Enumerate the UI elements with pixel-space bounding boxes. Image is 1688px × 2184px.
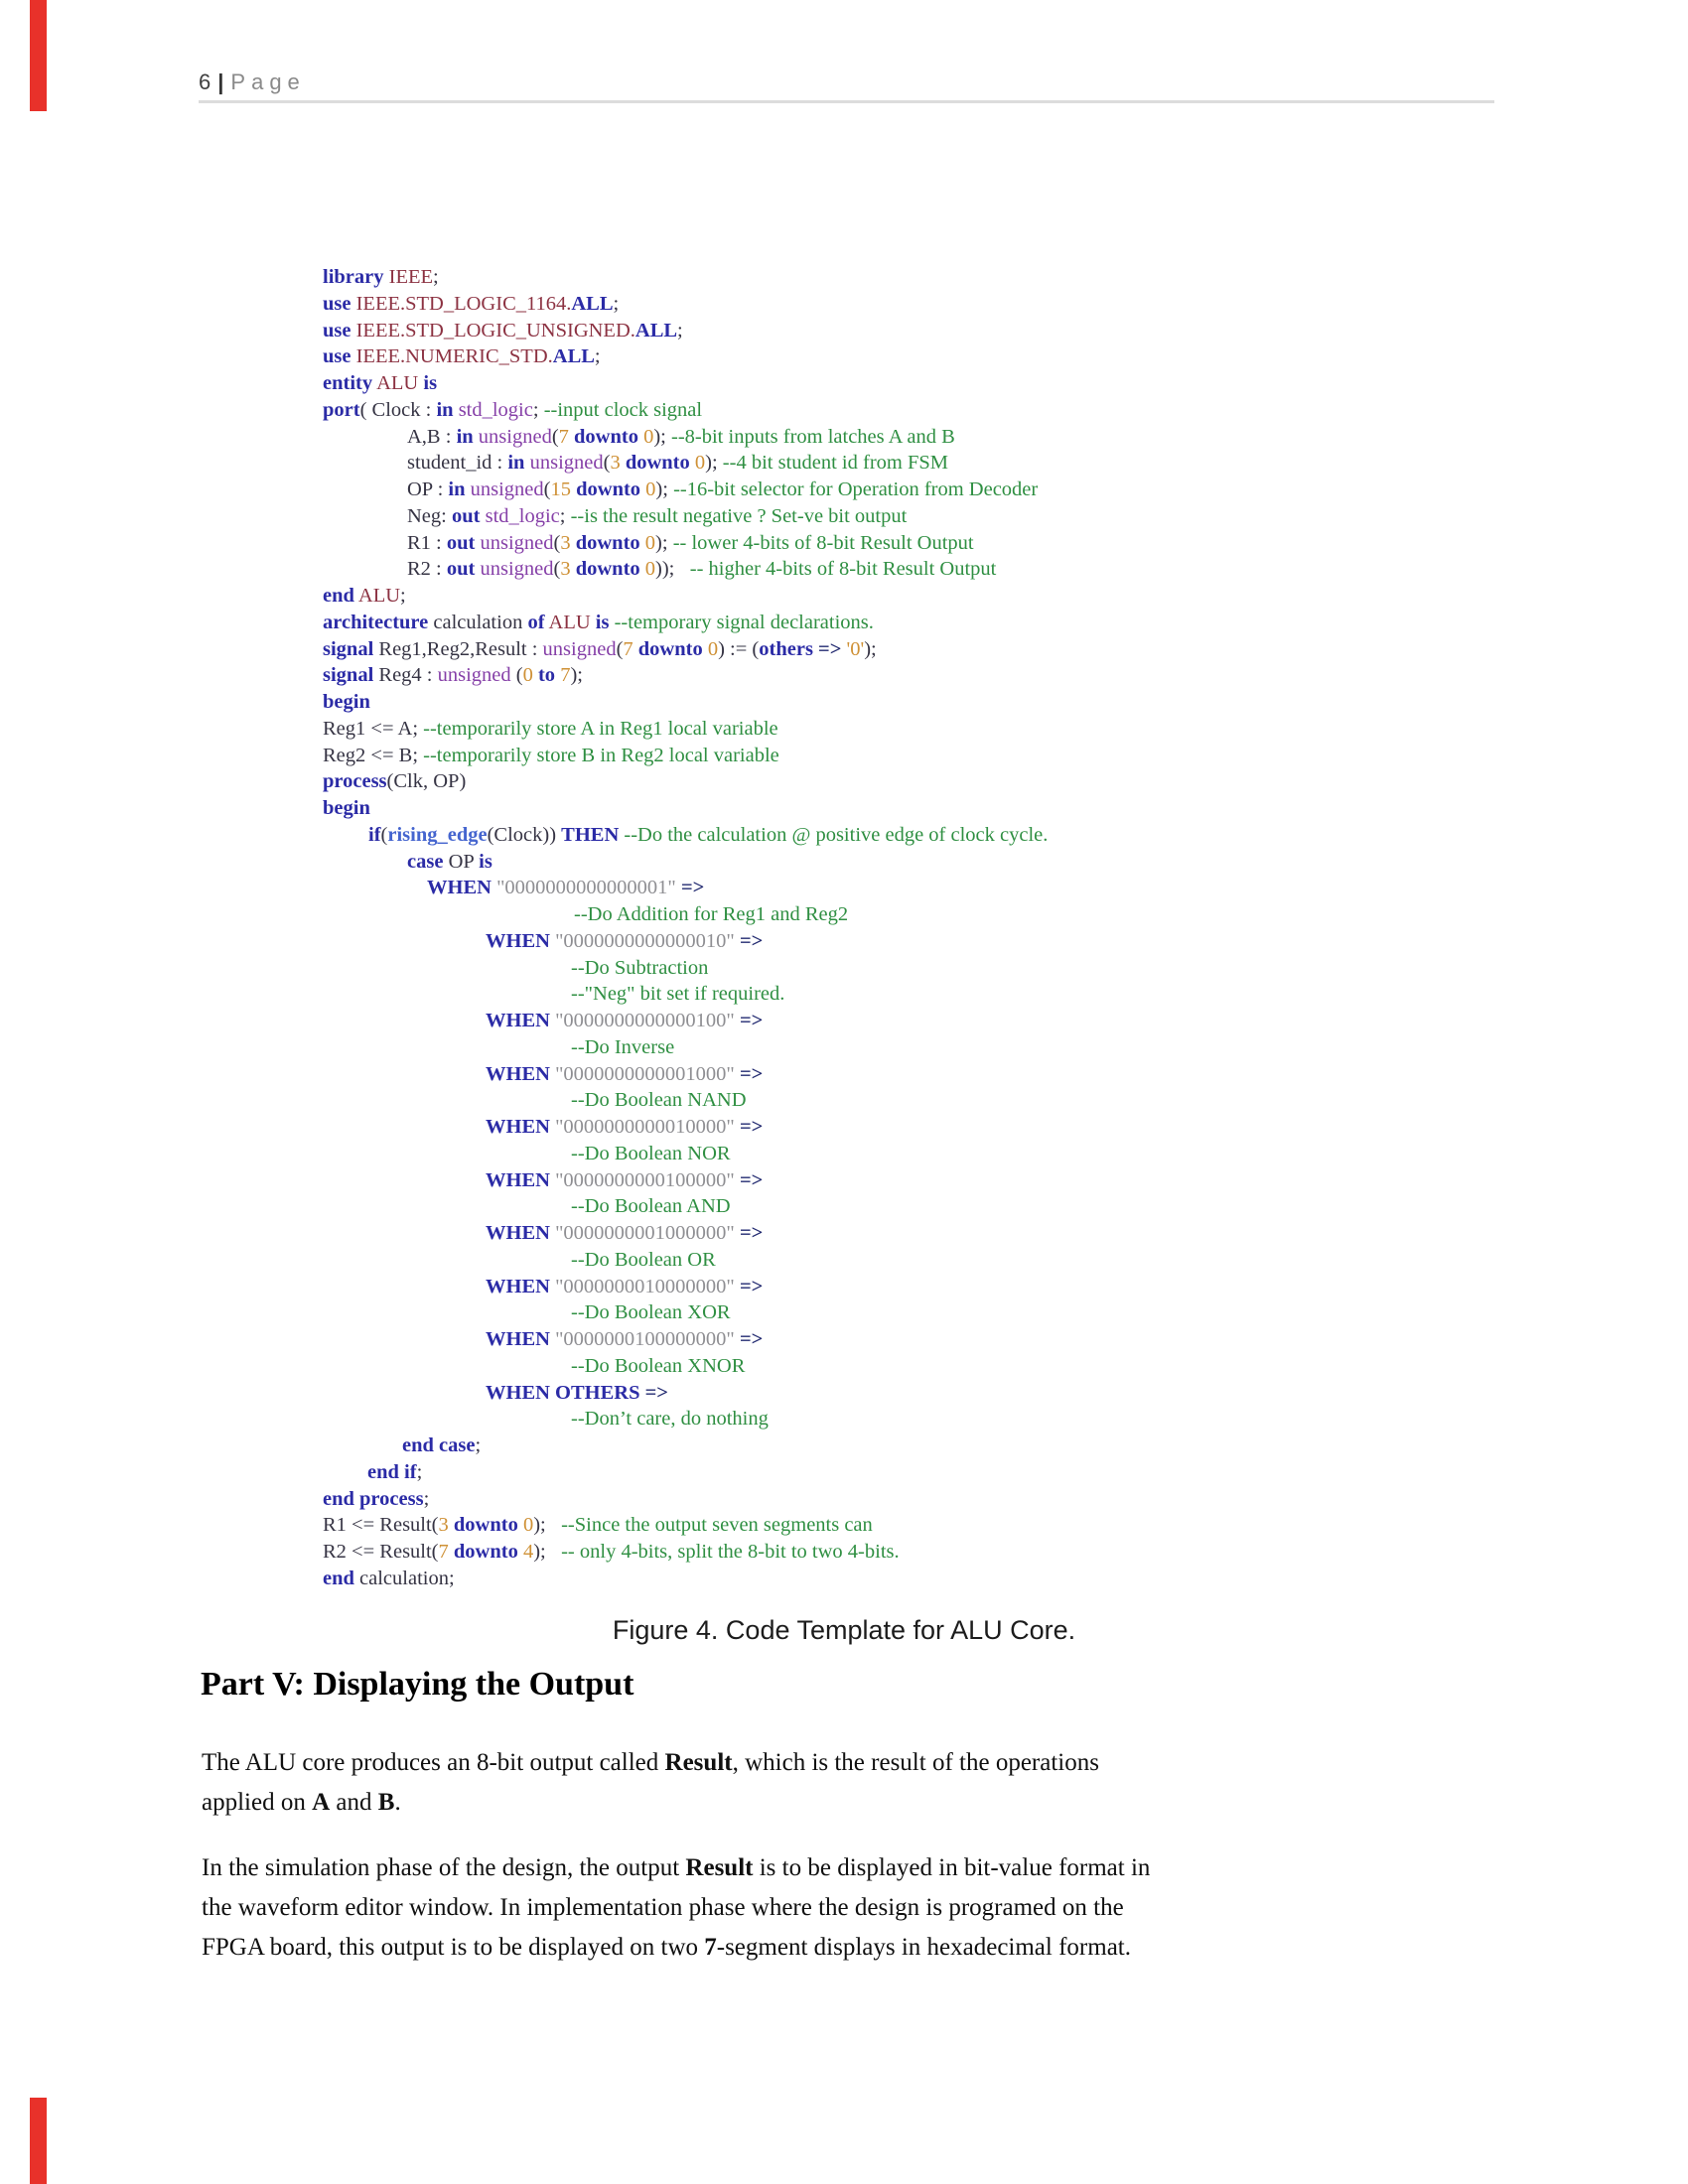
code-token: is (423, 372, 438, 394)
code-token: -- lower 4-bits of 8-bit Result Output (672, 531, 974, 554)
code-token: IEEE.STD_LOGIC_1164. (355, 292, 572, 315)
code-token: (Clock)) (487, 823, 562, 846)
code-token: --is the result negative ? Set-ve bit output (570, 504, 908, 527)
code-token: entity (323, 372, 373, 394)
code-token: ( (380, 823, 388, 846)
code-token: "0000000000000100" (555, 1010, 735, 1031)
code-token: unsigned (437, 664, 511, 687)
code-token: IEEE (388, 266, 434, 288)
code-token: => (818, 637, 842, 660)
code-token: ( (510, 664, 523, 687)
code-line (323, 1406, 1574, 1433)
code-token: ); (570, 664, 583, 687)
code-token: ) := ( (718, 637, 760, 660)
code-token: unsigned (480, 531, 554, 554)
text-run: In the simulation phase of the design, the output (202, 1854, 686, 1881)
code-token: R2 <= Result( (323, 1541, 439, 1563)
code-token: => (739, 1275, 764, 1297)
code-token: => (739, 1222, 764, 1244)
header-label: Page (230, 69, 306, 94)
code-line (323, 1274, 1574, 1300)
code-token: --Do Boolean XNOR (571, 1354, 746, 1377)
code-line (323, 343, 1574, 370)
code-token: "0000000000100000" (555, 1168, 735, 1191)
code-line (323, 370, 1574, 397)
code-token: begin (323, 797, 370, 819)
code-token: "0000000000010000" (555, 1116, 735, 1138)
code-token: is (479, 850, 492, 873)
code-line (323, 610, 1574, 636)
code-token: --Do Boolean NOR (571, 1142, 731, 1164)
code-token: --Do Boolean AND (571, 1195, 731, 1218)
code-token: --Don’t care, do nothing (571, 1408, 769, 1431)
text-run: and (330, 1789, 378, 1816)
page-number: 6 (199, 69, 211, 94)
code-token: 0 (707, 637, 719, 660)
code-token: 0 (644, 558, 656, 581)
paragraph (202, 1743, 1592, 1823)
text-run: A (312, 1789, 331, 1816)
code-token: ; (400, 585, 406, 607)
body-line (202, 1848, 1592, 1888)
code-token: --input clock signal (543, 398, 703, 421)
code-line (323, 397, 1574, 424)
code-token: use (323, 292, 352, 315)
code-token: WHEN (486, 1116, 550, 1138)
code-line (323, 1061, 1574, 1088)
code-token: downto (576, 478, 641, 500)
code-token: => (739, 1328, 764, 1350)
text-run: . (394, 1789, 401, 1816)
code-token: end case (402, 1434, 476, 1456)
text-run: 7 (704, 1934, 717, 1961)
code-token: --Do Boolean OR (571, 1248, 716, 1271)
code-token: => (644, 1381, 668, 1404)
code-token: downto (625, 452, 690, 475)
text-run: , which is the result of the operations (732, 1749, 1099, 1776)
code-token: std_logic (458, 398, 533, 421)
code-token: WHEN (486, 1062, 550, 1085)
code-token: calculation (428, 611, 528, 633)
code-token: 0 (522, 1514, 534, 1537)
code-token: downto (637, 637, 703, 660)
code-line (323, 1486, 1574, 1513)
code-line (323, 1193, 1574, 1220)
code-token: begin (323, 691, 370, 713)
code-token: ; (416, 1460, 423, 1483)
code-token: R1 <= Result( (323, 1514, 439, 1537)
code-token: downto (575, 558, 640, 581)
code-line (323, 477, 1574, 503)
code-token: 7 (623, 637, 633, 660)
body-line (202, 1743, 1592, 1783)
code-token: IEEE.NUMERIC_STD. (355, 345, 553, 368)
code-token: ); (653, 425, 671, 448)
code-token: 15 (550, 478, 571, 500)
code-token: ALL (552, 345, 595, 368)
code-token: in (507, 452, 525, 475)
code-token: ; (677, 319, 683, 341)
code-token: ALL (634, 319, 678, 341)
header-divider: | (217, 69, 224, 94)
text-run: Result (664, 1749, 733, 1776)
code-token: downto (453, 1541, 518, 1563)
code-line (323, 1459, 1574, 1486)
code-token: ; (532, 398, 544, 421)
code-token: is (595, 611, 610, 633)
code-token: end (323, 585, 354, 607)
code-token: "0000000010000000" (555, 1275, 735, 1297)
code-token: => (739, 1062, 764, 1085)
code-token: downto (453, 1514, 518, 1537)
code-line (323, 1433, 1574, 1459)
code-token: to (537, 664, 556, 687)
code-line (323, 1087, 1574, 1114)
code-token: 7 (558, 425, 569, 448)
code-token: ( (543, 478, 551, 500)
code-token: --Do Inverse (571, 1035, 675, 1058)
code-line (323, 689, 1574, 716)
code-token: unsigned (529, 452, 604, 475)
code-token: 7 (560, 664, 571, 687)
code-token: calculation; (353, 1567, 455, 1589)
code-token: (Clk, OP) (386, 770, 467, 793)
code-token: ); (533, 1514, 562, 1537)
code-token: "0000000100000000" (555, 1328, 735, 1350)
code-token: R2 : (407, 558, 447, 581)
code-token: ( Clock : (359, 398, 437, 421)
code-line (323, 928, 1574, 955)
code-token: => (739, 1010, 764, 1031)
code-line (323, 901, 1574, 928)
code-token: unsigned (480, 558, 554, 581)
code-token: student_id : (407, 452, 508, 475)
code-token: 7 (438, 1541, 449, 1563)
code-token: WHEN (486, 1222, 550, 1244)
code-token: WHEN (427, 877, 492, 899)
code-line (323, 662, 1574, 689)
code-token: unsigned (478, 425, 552, 448)
code-token: in (436, 398, 454, 421)
code-token: 0 (645, 478, 656, 500)
code-line (323, 556, 1574, 583)
code-token: Reg2 <= B; (323, 744, 424, 766)
code-token: R1 : (407, 531, 447, 554)
text-run: -segment displays in hexadecimal format. (716, 1934, 1131, 1961)
code-token: ; (475, 1434, 482, 1456)
code-line (323, 530, 1574, 557)
red-edge-mark-bottom (30, 2098, 47, 2184)
code-token: ; (594, 345, 601, 368)
code-token: out (446, 558, 476, 581)
code-token: use (323, 319, 352, 341)
code-line (323, 1008, 1574, 1034)
text-run: the waveform editor window. In implementation phase where the design is programed on the (202, 1894, 1124, 1921)
code-token: '0' (846, 637, 865, 660)
code-token: ; (423, 1487, 430, 1510)
text-run: is to be displayed in bit-value format in (753, 1854, 1151, 1881)
code-token: --16-bit selector for Operation from Decoder (673, 478, 1039, 500)
code-token: 0 (643, 425, 654, 448)
code-line (323, 318, 1574, 344)
code-token: --Since the output seven segments can (561, 1514, 873, 1537)
code-line (323, 1539, 1574, 1566)
code-token: WHEN (486, 1328, 550, 1350)
code-token: use (323, 345, 352, 368)
code-token: 0 (644, 531, 656, 554)
code-token: std_logic (485, 504, 560, 527)
code-token: --Do Boolean NAND (571, 1089, 747, 1112)
code-token: OP : (407, 478, 449, 500)
code-token: signal (323, 637, 374, 660)
code-token: library (323, 266, 384, 288)
code-token: ); (533, 1541, 562, 1563)
code-token: end (323, 1567, 354, 1589)
code-token: 3 (560, 531, 571, 554)
code-token: Reg1,Reg2,Result : (373, 637, 543, 660)
code-token: A,B : (407, 425, 457, 448)
code-line (323, 1247, 1574, 1274)
code-token: ( (551, 425, 559, 448)
code-line (323, 450, 1574, 477)
code-token: --Do Addition for Reg1 and Reg2 (574, 903, 849, 925)
code-token: out (451, 504, 481, 527)
code-token: OP (443, 850, 480, 873)
code-line (323, 743, 1574, 769)
code-token: -- only 4-bits, split the 8-bit to two 4-bits. (561, 1541, 900, 1563)
figure-caption: Figure 4. Code Template for ALU Core. (612, 1615, 1076, 1645)
code-token: WHEN (486, 929, 550, 952)
code-token: --Do Boolean XOR (571, 1301, 731, 1324)
code-line (323, 1220, 1574, 1247)
code-token: --temporarily store A in Reg1 local variable (423, 717, 778, 740)
code-token: ; (433, 266, 439, 288)
code-token: "0000000000000010" (555, 929, 735, 952)
code-token: "0000000000000001" (496, 877, 676, 899)
code-token: Reg4 : (373, 664, 438, 687)
code-token: WHEN (486, 1168, 550, 1191)
code-token: => (739, 1116, 764, 1138)
code-token: 3 (438, 1514, 449, 1537)
code-token: --4 bit student id from FSM (722, 452, 949, 475)
code-token: ); (655, 531, 673, 554)
code-token: => (739, 929, 764, 952)
code-token: if (368, 823, 381, 846)
code-token: out (446, 531, 476, 554)
code-line (323, 503, 1574, 530)
code-token: WHEN (486, 1275, 550, 1297)
code-token: "0000000000001000" (555, 1062, 735, 1085)
code-line (323, 583, 1574, 610)
code-token: ALU (548, 611, 591, 633)
code-token: WHEN (486, 1010, 550, 1031)
code-token: Reg1 <= A; (323, 717, 424, 740)
code-line (323, 981, 1574, 1008)
code-line (323, 1114, 1574, 1141)
code-line (323, 875, 1574, 901)
code-token: ( (553, 558, 561, 581)
code-token: port (323, 398, 360, 421)
body-line (202, 1888, 1592, 1928)
code-line (323, 768, 1574, 795)
text-run: FPGA board, this output is to be displayed on two (202, 1934, 705, 1961)
code-token: 4 (522, 1541, 534, 1563)
code-token: 3 (610, 452, 621, 475)
code-line (323, 1512, 1574, 1539)
code-token: in (448, 478, 466, 500)
body-text (202, 1743, 1592, 1968)
code-line (323, 636, 1574, 663)
code-token: Neg: (407, 504, 452, 527)
code-line (323, 1299, 1574, 1326)
code-token: --temporarily store B in Reg2 local variable (423, 744, 779, 766)
vhdl-code-block (323, 264, 1574, 1592)
text-run: The ALU core produces an 8-bit output called (202, 1749, 665, 1776)
code-token: unsigned (470, 478, 544, 500)
code-token: => (680, 877, 705, 899)
code-token: WHEN OTHERS (486, 1381, 640, 1404)
code-line (323, 1566, 1574, 1592)
code-token: downto (575, 531, 640, 554)
code-token: case (407, 850, 444, 873)
code-token: architecture (323, 611, 429, 633)
body-line (202, 1783, 1592, 1823)
header-rule (199, 100, 1494, 103)
code-token: ( (603, 452, 611, 475)
code-token: 0 (694, 452, 706, 475)
code-line (323, 1141, 1574, 1167)
code-token: signal (323, 664, 374, 687)
code-token: rising_edge (387, 823, 488, 846)
code-token: ( (553, 531, 561, 554)
code-token: in (456, 425, 474, 448)
code-token: of (527, 611, 545, 633)
code-token: --Do the calculation @ positive edge of clock cycle. (624, 823, 1049, 846)
code-token: --temporary signal declarations. (614, 611, 874, 633)
code-token: others (759, 637, 813, 660)
code-token: --Do Subtraction (571, 956, 709, 979)
code-line (323, 795, 1574, 822)
code-token: ALL (571, 292, 614, 315)
code-token: "0000000001000000" (555, 1222, 735, 1244)
page-header (199, 69, 306, 95)
text-run: B (377, 1789, 395, 1816)
code-token: ALU (376, 372, 419, 394)
paragraph (202, 1848, 1592, 1968)
code-line (323, 291, 1574, 318)
code-line (323, 424, 1574, 451)
text-run: applied on (202, 1789, 313, 1816)
code-line (323, 1380, 1574, 1407)
code-line (323, 849, 1574, 876)
code-token: process (323, 770, 387, 793)
code-token: ); (705, 452, 723, 475)
code-token: downto (574, 425, 638, 448)
code-token: --8-bit inputs from latches A and B (671, 425, 955, 448)
code-token: )); (655, 558, 690, 581)
code-token: ALU (357, 585, 401, 607)
code-token: THEN (561, 823, 620, 846)
code-line (323, 1326, 1574, 1353)
code-line (323, 822, 1574, 849)
code-token: -- higher 4-bits of 8-bit Result Output (689, 558, 997, 581)
code-token: end process (323, 1487, 424, 1510)
code-line (323, 716, 1574, 743)
code-token: ( (616, 637, 624, 660)
code-token: --"Neg" bit set if required. (571, 983, 785, 1006)
code-token: end if (367, 1460, 417, 1483)
code-token: 3 (560, 558, 571, 581)
red-edge-mark-top (30, 0, 47, 111)
code-line (323, 1353, 1574, 1380)
text-run: Result (685, 1854, 754, 1881)
code-line (323, 1034, 1574, 1061)
code-token: ); (655, 478, 674, 500)
code-token: 0 (522, 664, 533, 687)
body-line (202, 1928, 1592, 1968)
code-line (323, 955, 1574, 982)
code-token: => (739, 1168, 764, 1191)
code-line (323, 264, 1574, 291)
code-token: ; (559, 504, 571, 527)
code-token: unsigned (542, 637, 617, 660)
code-token: IEEE.STD_LOGIC_UNSIGNED. (355, 319, 635, 341)
section-heading: Part V: Displaying the Output (201, 1666, 634, 1703)
code-token: ); (864, 637, 877, 660)
code-token: ; (613, 292, 620, 315)
code-line (323, 1167, 1574, 1194)
